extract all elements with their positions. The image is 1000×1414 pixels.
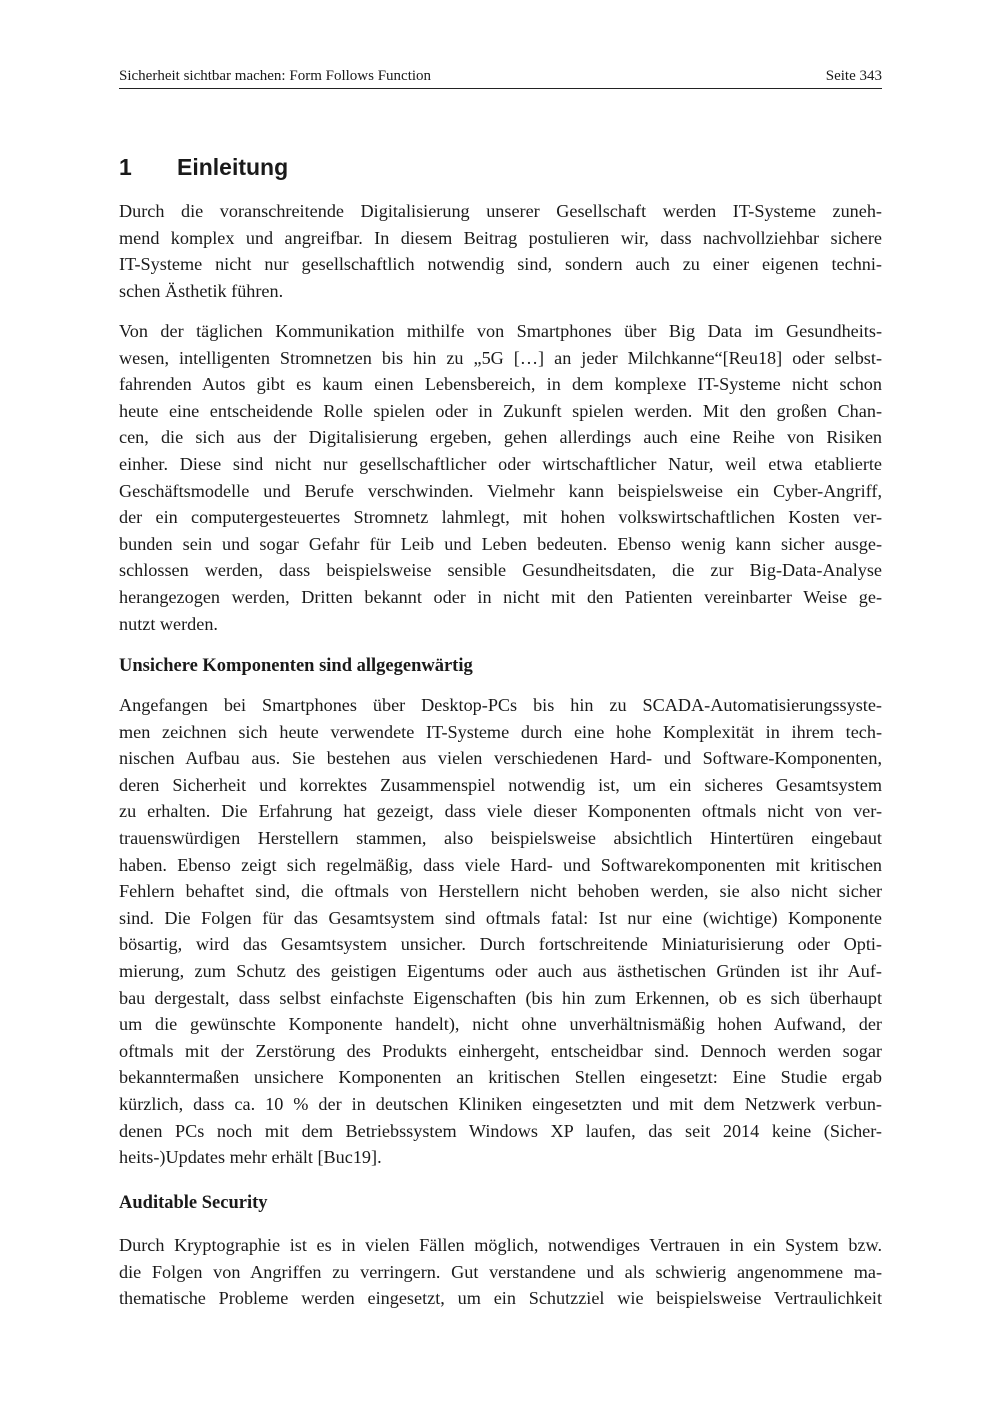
- text-line: bösartig, wird das Gesamtsystem unsicher. Durch fortschreitende Miniaturisierung oder Opti-: [119, 934, 882, 955]
- text-line: nischen Aufbau aus. Sie bestehen aus vielen verschiedenen Hard- und Software-Komponenten,: [119, 748, 882, 769]
- section-heading: [119, 152, 288, 182]
- paragraph-intro: [119, 198, 882, 304]
- text-line: haben. Ebenso zeigt sich regelmäßig, dass viele Hard- und Softwarekomponenten mit kritischen: [119, 854, 882, 875]
- section-number: 1: [119, 154, 132, 180]
- text-line: kürzlich, dass ca. 10 % der in deutschen Kliniken eingesetzten und mit dem Netzwerk verbun-: [119, 1093, 882, 1114]
- text-line: cen, die sich aus der Digitalisierung ergeben, gehen allerdings auch eine Reihe von Risiken: [119, 427, 882, 448]
- text-line: der ein computergesteuertes Stromnetz lahmlegt, mit hohen volkswirtschaftlichen Kosten ver-: [119, 507, 882, 528]
- text-line: bunden sein und sogar Gefahr für Leib und Leben bedeuten. Ebenso wenig kann sicher ausge-: [119, 533, 882, 554]
- text-line: schen Ästhetik führen.: [119, 280, 284, 301]
- text-line: die Folgen von Angriffen zu verringern. Gut verstandene und als schwierig angenommene ma-: [119, 1261, 882, 1282]
- text-line: nutzt werden.: [119, 613, 218, 634]
- text-line: IT-Systeme nicht nur gesellschaftlich notwendig sind, sondern auch zu einer eigenen techni-: [119, 254, 882, 275]
- text-line: herangezogen werden, Dritten bekannt oder in nicht mit den Patienten vereinbarter Weise ge-: [119, 586, 882, 607]
- text-line: schlossen werden, dass beispielsweise sensible Gesundheitsdaten, die zur Big-Data-Analyse: [119, 560, 882, 581]
- text-line: Durch Kryptographie ist es in vielen Fällen möglich, notwendiges Vertrauen in ein System bzw.: [119, 1235, 882, 1255]
- text-line: mierung, zum Schutz des geistigen Eigentums oder auch aus ästhetischen Gründen ist ihr Auf-: [119, 960, 882, 981]
- text-line: heits-)Updates mehr erhält [Buc19].: [119, 1147, 382, 1168]
- text-line: mend komplex und angreifbar. In diesem Beitrag postulieren wir, dass nachvollziehbar sichere: [119, 227, 882, 248]
- text-line: men zeichnen sich heute verwendete IT-Systeme durch eine hohe Komplexität in ihrem tech-: [119, 721, 882, 742]
- paragraph-digitalization: [119, 318, 882, 637]
- text-line: fahrenden Autos gibt es kaum einen Lebensbereich, in dem komplexe IT-Systeme nicht schon: [119, 374, 882, 395]
- paragraph-components: [119, 692, 882, 1171]
- text-line: bau dergestalt, dass selbst einfachste Eigenschaften (bis hin zum Erkennen, ob es sich überhaupt: [119, 987, 882, 1008]
- text-line: denen PCs noch mit dem Betriebssystem Windows XP laufen, das seit 2014 keine (Sicher-: [119, 1120, 882, 1141]
- text-line: bekanntermaßen unsichere Komponenten an kritischen Stellen eingesetzt: Eine Studie ergab: [119, 1067, 882, 1088]
- text-line: deren Sicherheit und korrektes Zusammenspiel notwendig ist, um ein sicheres Gesamtsystem: [119, 774, 882, 795]
- text-line: thematische Probleme werden eingesetzt, um ein Schutzziel wie beispielsweise Vertraulichkeit: [119, 1288, 882, 1309]
- text-line: zu erhalten. Die Erfahrung hat gezeigt, dass viele dieser Komponenten oftmals nicht von ver-: [119, 801, 882, 822]
- paragraph-cryptography: [119, 1232, 882, 1312]
- text-line: Von der täglichen Kommunikation mithilfe von Smartphones über Big Data im Gesundheits-: [119, 321, 882, 341]
- text-line: einher. Diese sind nicht nur gesellschaftlicher oder wirtschaftlicher Natur, weil etwa etablierte: [119, 453, 882, 474]
- running-header: [119, 66, 882, 89]
- subheading-auditable-security: Auditable Security: [119, 1193, 268, 1213]
- page-number: Seite 343: [825, 68, 882, 84]
- text-line: heute eine entscheidende Rolle spielen oder in Zukunft spielen werden. Mit den großen Chan-: [119, 400, 882, 421]
- running-title: Sicherheit sichtbar machen: Form Follows Function: [119, 68, 432, 84]
- subheading-insecure-components: Unsichere Komponenten sind allgegenwärtig: [119, 656, 473, 676]
- text-line: trauenswürdigen Herstellern stammen, also beispielsweise absichtlich Hintertüren eingebaut: [119, 827, 882, 848]
- text-line: oftmals mit der Zerstörung des Produkts einhergeht, entscheidbar sind. Dennoch werden sogar: [119, 1040, 882, 1061]
- text-line: Fehlern behaftet sind, die oftmals von Herstellern nicht behoben werden, sie also nicht sicher: [119, 881, 882, 902]
- text-line: sind. Die Folgen für das Gesamtsystem sind oftmals fatal: Ist nur eine (wichtige) Komponente: [119, 907, 882, 928]
- section-title: Einleitung: [177, 154, 289, 180]
- text-line: wesen, intelligenten Stromnetzen bis hin zu „5G […] an jeder Milchkanne“[Reu18] oder selbst-: [119, 347, 882, 368]
- text-line: Durch die voranschreitende Digitalisierung unserer Gesellschaft werden IT-Systeme zuneh-: [119, 201, 882, 221]
- text-line: Geschäftsmodelle und Berufe verschwinden. Vielmehr kann beispielsweise ein Cyber-Angriff,: [119, 480, 882, 501]
- text-line: Angefangen bei Smartphones über Desktop-PCs bis hin zu SCADA-Automatisierungssyste-: [119, 695, 882, 715]
- text-line: um die gewünschte Komponente handelt), nicht ohne unverhältnismäßig hohen Aufwand, der: [119, 1014, 882, 1035]
